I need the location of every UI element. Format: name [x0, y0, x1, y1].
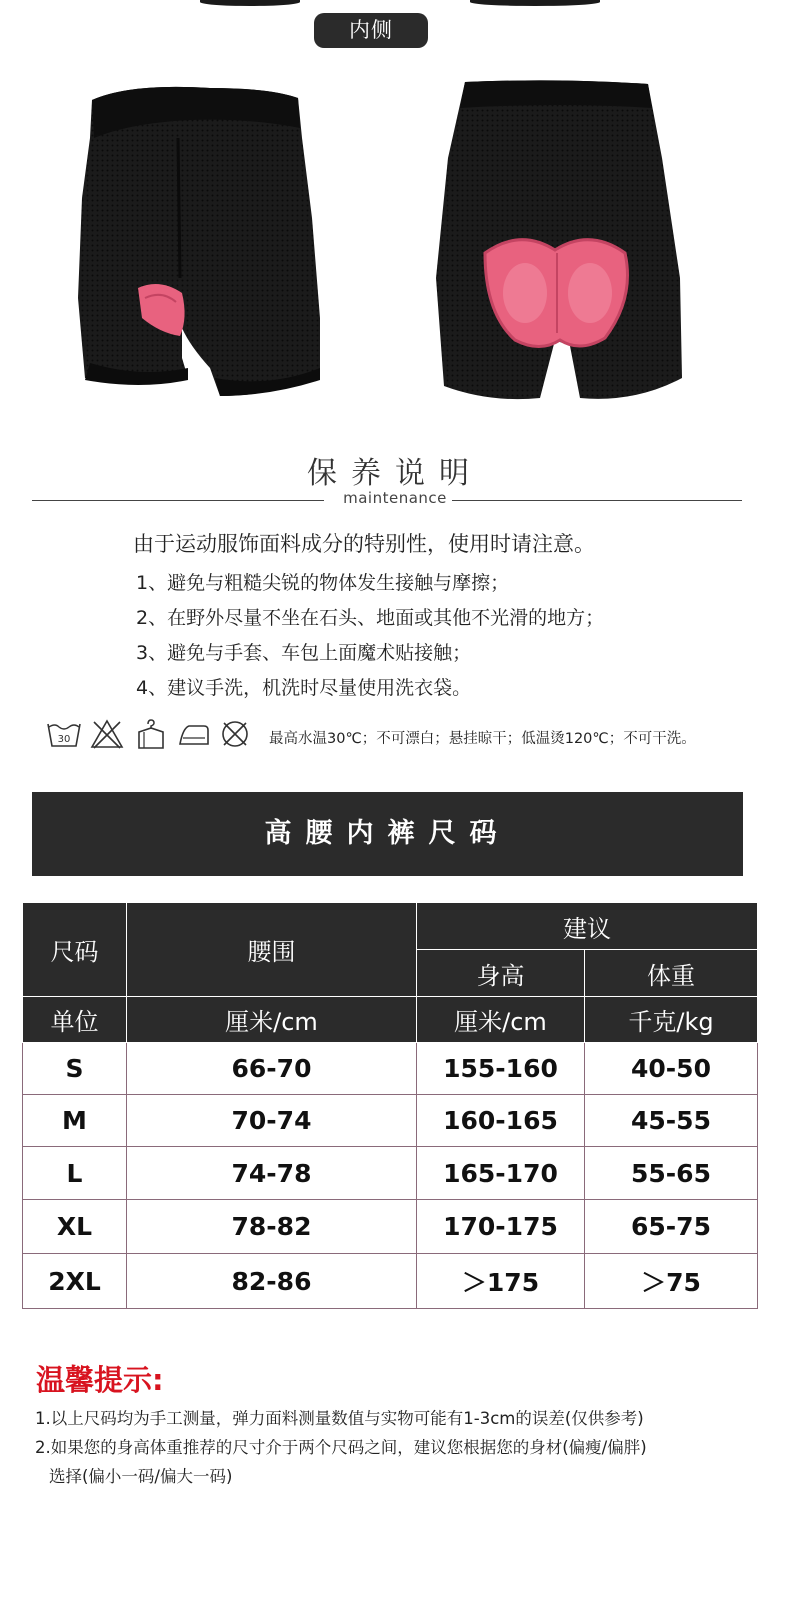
- table-row: [23, 1200, 758, 1254]
- size-cell: S: [23, 1043, 127, 1095]
- header-height: 身高: [417, 950, 585, 997]
- care-item: 2、在野外尽量不坐在石头、地面或其他不光滑的地方；: [136, 607, 605, 629]
- tips-title: 温馨提示:: [36, 1363, 164, 1397]
- size-table: [22, 902, 758, 1309]
- previous-image-edge: [470, 0, 600, 6]
- shorts-back-inside-photo: [430, 78, 690, 408]
- table-row: [23, 1043, 758, 1095]
- waist-cell: 74-78: [127, 1147, 417, 1200]
- weight-cell: 65-75: [585, 1200, 758, 1254]
- care-subtitle: maintenance: [343, 489, 447, 507]
- header-waist: 腰围: [127, 903, 417, 997]
- table-row: [23, 1095, 758, 1147]
- previous-image-edge: [200, 0, 300, 6]
- header-suggest: 建议: [417, 903, 758, 950]
- unit-waist: 厘米/cm: [127, 997, 417, 1043]
- size-cell: 2XL: [23, 1254, 127, 1309]
- wash-30-icon: [46, 718, 82, 750]
- weight-cell: ＞75: [585, 1254, 758, 1309]
- wash-temp-label: 30: [57, 734, 71, 745]
- tip-line: 1.以上尺码均为手工测量，弹力面料测量数值与实物可能有1-3cm的误差(仅供参考): [35, 1409, 644, 1428]
- inside-label: 内侧: [314, 13, 428, 48]
- shorts-front-inside-photo: [70, 78, 340, 408]
- height-cell: 165-170: [417, 1147, 585, 1200]
- hang-dry-icon: [134, 718, 168, 750]
- tip-line: 选择(偏小一码/偏大一码): [49, 1467, 233, 1486]
- no-dry-clean-icon: [219, 718, 251, 750]
- height-cell: 160-165: [417, 1095, 585, 1147]
- weight-cell: 40-50: [585, 1043, 758, 1095]
- care-item: 1、避免与粗糙尖锐的物体发生接触与摩擦；: [136, 572, 510, 594]
- low-iron-icon: [177, 718, 211, 750]
- care-item: 4、建议手洗，机洗时尽量使用洗衣袋。: [136, 677, 472, 699]
- height-cell: 155-160: [417, 1043, 585, 1095]
- care-title: 保养说明: [307, 456, 483, 491]
- waist-cell: 70-74: [127, 1095, 417, 1147]
- care-item: 3、避免与手套、车包上面魔术贴接触；: [136, 642, 472, 664]
- weight-cell: 45-55: [585, 1095, 758, 1147]
- weight-cell: 55-65: [585, 1147, 758, 1200]
- care-intro: 由于运动服饰面料成分的特别性，使用时请注意。: [133, 532, 595, 556]
- size-cell: M: [23, 1095, 127, 1147]
- tip-line: 2.如果您的身高体重推荐的尺寸介于两个尺码之间，建议您根据您的身材(偏瘦/偏胖): [35, 1438, 647, 1457]
- height-cell: ＞175: [417, 1254, 585, 1309]
- unit-label: 单位: [23, 997, 127, 1043]
- table-row: [23, 1254, 758, 1309]
- unit-weight: 千克/kg: [585, 997, 758, 1043]
- no-bleach-icon: [90, 718, 124, 750]
- waist-cell: 82-86: [127, 1254, 417, 1309]
- wash-instructions: 最高水温30℃；不可漂白；悬挂晾干；低温烫120℃；不可干洗。: [269, 731, 696, 747]
- size-cell: L: [23, 1147, 127, 1200]
- size-banner-title: 高腰内裤尺码: [32, 792, 743, 876]
- table-row: [23, 1147, 758, 1200]
- height-cell: 170-175: [417, 1200, 585, 1254]
- waist-cell: 66-70: [127, 1043, 417, 1095]
- header-weight: 体重: [585, 950, 758, 997]
- unit-height: 厘米/cm: [417, 997, 585, 1043]
- waist-cell: 78-82: [127, 1200, 417, 1254]
- header-size: 尺码: [23, 903, 127, 997]
- size-cell: XL: [23, 1200, 127, 1254]
